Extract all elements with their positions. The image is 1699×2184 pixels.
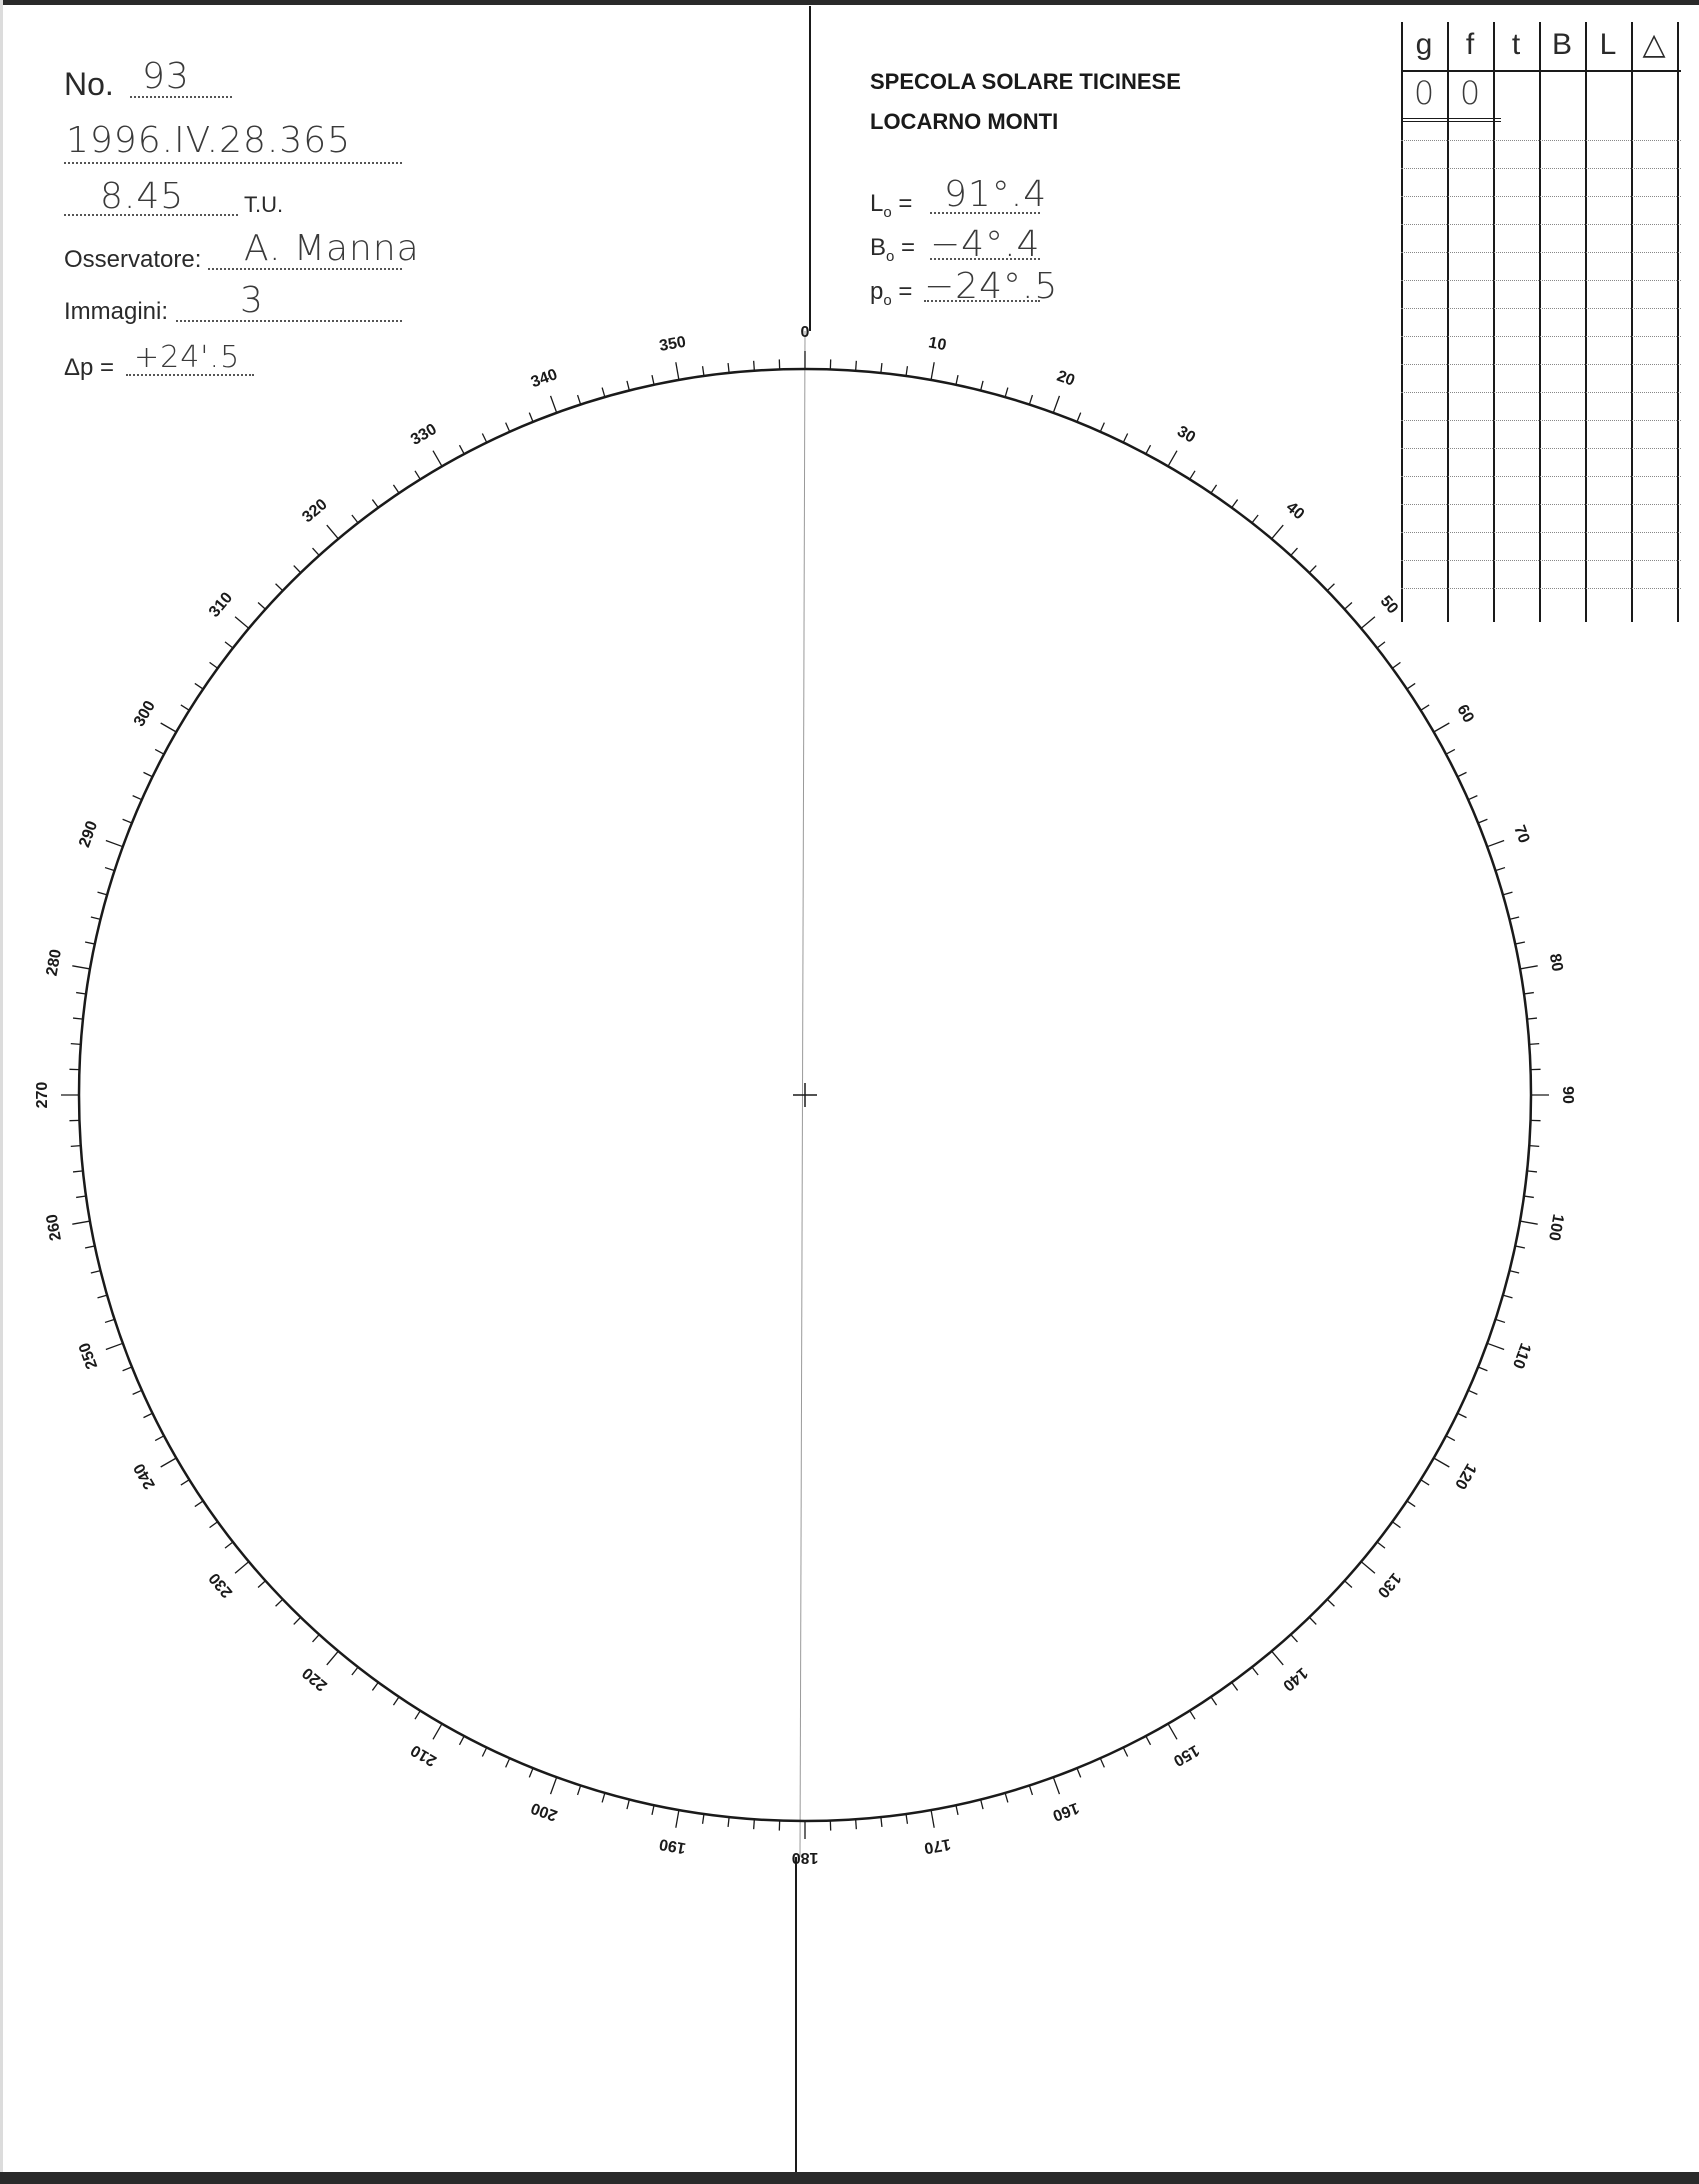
degree-label: 340 [528, 366, 560, 392]
table-header-f: f [1465, 28, 1475, 61]
degree-tick [72, 1221, 90, 1224]
degree-tick [1392, 662, 1400, 668]
degree-tick [225, 1542, 233, 1548]
degree-tick [1100, 1758, 1104, 1767]
degree-tick [459, 1736, 464, 1745]
degree-tick [133, 796, 142, 800]
degree-label: 30 [1174, 423, 1199, 447]
degree-tick [728, 363, 729, 373]
degree-tick [352, 1667, 358, 1675]
degree-tick [1190, 1711, 1195, 1719]
degree-tick [1123, 1748, 1127, 1757]
degree-tick [1168, 1724, 1177, 1740]
degree-label: 280 [43, 948, 66, 978]
degree-tick [433, 451, 442, 467]
degree-tick [276, 1599, 283, 1606]
degree-tick [1361, 617, 1375, 629]
degree-tick [313, 1635, 320, 1642]
degree-tick [1446, 749, 1455, 754]
degree-tick [155, 1436, 164, 1441]
degree-tick [235, 617, 249, 629]
degree-tick [258, 1581, 265, 1588]
degree-tick [1503, 892, 1513, 895]
degree-tick [1495, 868, 1505, 871]
degree-tick [1232, 1682, 1238, 1690]
degree-tick [1077, 1768, 1081, 1777]
degree-tick [1529, 1044, 1539, 1045]
degree-tick [906, 366, 907, 376]
degree-tick [529, 413, 533, 422]
degree-tick [1478, 819, 1487, 823]
degree-tick [1252, 515, 1258, 523]
degree-tick [1146, 1736, 1151, 1745]
degree-tick [1520, 966, 1538, 969]
degree-tick [1345, 603, 1352, 610]
degree-tick [225, 642, 233, 648]
degree-tick [143, 772, 152, 776]
degree-label: 130 [1373, 1569, 1405, 1601]
degree-tick [459, 445, 464, 454]
degree-label: 100 [1544, 1212, 1567, 1242]
b0-label: $B_o$ = [870, 234, 916, 265]
degree-tick [906, 1814, 907, 1824]
degree-tick [1309, 1617, 1316, 1624]
degree-tick [76, 1196, 86, 1197]
images-label: Immagini: [64, 298, 169, 325]
degree-tick [931, 362, 934, 380]
degree-tick [881, 363, 882, 373]
degree-tick [105, 868, 115, 871]
degree-tick [91, 1271, 101, 1273]
degree-tick [1407, 1501, 1415, 1507]
degree-tick [1377, 1542, 1385, 1548]
degree-tick [210, 1522, 218, 1528]
degree-tick [1309, 566, 1316, 573]
observer-value: A. Manna [244, 228, 420, 269]
degree-label: 210 [408, 1741, 440, 1770]
degree-tick [1392, 1522, 1400, 1528]
degree-tick [529, 1768, 533, 1777]
degree-tick [235, 1562, 249, 1574]
l0-value: 91°.4 [944, 174, 1048, 215]
degree-tick [372, 1682, 378, 1690]
degree-tick [1211, 485, 1217, 493]
degree-tick [1529, 1146, 1539, 1147]
observer-label: Osservatore: [64, 246, 202, 273]
degree-tick [703, 1814, 704, 1824]
degree-tick [123, 1367, 132, 1371]
time-value: 8.45 [100, 176, 185, 217]
degree-tick [1520, 1221, 1538, 1224]
degree-label: 140 [1279, 1663, 1311, 1695]
degree-tick [881, 1817, 882, 1827]
p0-value: −24°.5 [924, 266, 1059, 307]
degree-tick [1458, 1413, 1467, 1417]
degree-label: 290 [76, 818, 102, 850]
degree-tick [71, 1146, 81, 1147]
degree-tick [327, 1651, 339, 1665]
degree-label: 120 [1451, 1460, 1480, 1492]
degree-tick [981, 1799, 983, 1809]
degree-label: 0 [800, 324, 810, 342]
degree-label: 250 [76, 1340, 102, 1372]
degree-tick [1421, 1480, 1429, 1485]
degree-tick [956, 1805, 958, 1815]
degree-label: 180 [791, 1848, 819, 1866]
degree-tick [294, 566, 301, 573]
degree-tick [1468, 796, 1477, 800]
degree-tick [1146, 445, 1151, 454]
degree-tick [1291, 1635, 1298, 1642]
degree-tick [258, 603, 265, 610]
degree-tick [728, 1817, 729, 1827]
degree-tick [931, 1810, 934, 1828]
table-header-t: t [1511, 28, 1521, 61]
degree-tick [294, 1617, 301, 1624]
degree-label: 20 [1054, 367, 1077, 390]
degree-label: 10 [927, 334, 948, 355]
degree-label: 230 [205, 1569, 237, 1601]
time-unit-label: T.U. [244, 192, 284, 217]
degree-tick [856, 1819, 857, 1829]
degree-tick [578, 1785, 581, 1795]
degree-label: 60 [1453, 701, 1477, 726]
degree-tick [1377, 642, 1385, 648]
degree-tick [123, 819, 132, 823]
degree-tick [1527, 1171, 1537, 1172]
degree-label: 40 [1282, 498, 1308, 524]
degree-tick [98, 1295, 108, 1298]
degree-tick [1168, 451, 1177, 467]
degree-tick [1291, 548, 1298, 555]
degree-label: 350 [658, 333, 688, 356]
degree-tick [856, 361, 857, 371]
degree-tick [393, 1697, 399, 1705]
table-cell-g: 0 [1413, 74, 1435, 112]
degree-label: 220 [299, 1663, 331, 1695]
degree-label: 110 [1508, 1340, 1534, 1371]
degree-tick [1190, 471, 1195, 479]
degree-tick [161, 1458, 177, 1467]
degree-tick [195, 683, 203, 689]
degree-tick [73, 1018, 83, 1019]
degree-tick [98, 892, 108, 895]
degree-label: 260 [43, 1212, 66, 1242]
degree-tick [1509, 917, 1519, 919]
degree-tick [433, 1724, 442, 1740]
degree-tick [415, 471, 420, 479]
degree-tick [482, 1748, 486, 1757]
observatory-line-2: LOCARNO MONTI [870, 109, 1059, 134]
degree-tick [1029, 1785, 1032, 1795]
degree-tick [352, 515, 358, 523]
degree-tick [602, 1793, 605, 1803]
degree-tick [85, 1246, 95, 1248]
degree-label: 190 [658, 1834, 688, 1857]
degree-tick [652, 375, 654, 385]
degree-tick [181, 705, 189, 710]
degree-tick [106, 841, 123, 847]
degree-tick [703, 366, 704, 376]
degree-tick [1503, 1295, 1513, 1298]
degree-tick [210, 662, 218, 668]
degree-tick [754, 1819, 755, 1829]
degree-label: 300 [130, 698, 159, 730]
degree-tick [1487, 1343, 1504, 1349]
degree-tick [73, 1171, 83, 1172]
degree-tick [143, 1413, 152, 1417]
degree-label: 90 [1558, 1086, 1576, 1104]
degree-tick [1478, 1367, 1487, 1371]
degree-tick [1487, 841, 1504, 847]
table-cell-f: 0 [1459, 74, 1481, 112]
degree-tick [1327, 1599, 1334, 1606]
degree-tick [1005, 1793, 1008, 1803]
degree-label: 310 [205, 589, 237, 621]
degree-tick [1446, 1436, 1455, 1441]
date-value: 1996.IV.28.365 [66, 120, 352, 161]
degree-tick [1327, 584, 1334, 591]
observatory-line-1: SPECOLA SOLARE TICINESE [870, 69, 1181, 94]
number-value: 93 [142, 56, 190, 97]
degree-tick [1524, 993, 1534, 994]
degree-tick [71, 1044, 81, 1045]
degree-tick [1407, 683, 1415, 689]
degree-tick [1100, 423, 1104, 432]
degree-tick [506, 423, 510, 432]
degree-tick [627, 381, 629, 391]
degree-tick [76, 993, 86, 994]
l0-label: $L_o$ = [870, 190, 913, 221]
degree-tick [1053, 396, 1059, 413]
degree-tick [415, 1711, 420, 1719]
degree-tick [981, 381, 983, 391]
table-header-g: g [1415, 28, 1433, 61]
degree-tick [327, 525, 339, 539]
degree-tick [313, 548, 320, 555]
degree-tick [1458, 772, 1467, 776]
number-label: No. [64, 66, 114, 102]
degree-tick [195, 1501, 203, 1507]
b0-value: −4°.4 [930, 224, 1041, 265]
degree-label: 170 [922, 1834, 952, 1857]
degree-tick [578, 395, 581, 405]
degree-label: 160 [1050, 1798, 1082, 1824]
degree-tick [1272, 1651, 1284, 1665]
degree-tick [1029, 395, 1032, 405]
degree-tick [85, 942, 95, 944]
degree-tick [1345, 1581, 1352, 1588]
degree-tick [1421, 705, 1429, 710]
degree-tick [155, 749, 164, 754]
degree-label: 330 [408, 420, 440, 449]
degree-tick [1005, 388, 1008, 398]
table-header-b: B [1551, 28, 1572, 61]
delta-p-label: Δp = [64, 354, 115, 381]
degree-tick [1495, 1319, 1505, 1322]
images-value: 3 [240, 280, 264, 321]
degree-tick [1434, 1458, 1450, 1467]
degree-tick [676, 1810, 679, 1828]
degree-tick [551, 396, 557, 413]
degree-label: 240 [130, 1460, 159, 1492]
degree-tick [1077, 413, 1081, 422]
degree-tick [1232, 500, 1238, 508]
delta-p-value: +24'.5 [134, 340, 241, 375]
degree-tick [161, 723, 177, 732]
degree-tick [1527, 1018, 1537, 1019]
degree-tick [1053, 1777, 1059, 1794]
degree-label: 80 [1545, 952, 1566, 973]
degree-tick [133, 1390, 142, 1394]
degree-tick [1509, 1271, 1519, 1273]
table-header-l: L [1599, 28, 1617, 61]
degree-label: 50 [1376, 592, 1402, 618]
degree-tick [1515, 1246, 1525, 1248]
degree-tick [393, 485, 399, 493]
degree-tick [506, 1758, 510, 1767]
degree-tick [106, 1343, 123, 1349]
degree-tick [276, 584, 283, 591]
degree-tick [754, 361, 755, 371]
degree-label: 150 [1170, 1741, 1202, 1770]
degree-tick [1524, 1196, 1534, 1197]
center-crosshair [793, 1083, 817, 1107]
degree-tick [72, 966, 90, 969]
degree-tick [105, 1319, 115, 1322]
degree-tick [627, 1799, 629, 1809]
degree-tick [1211, 1697, 1217, 1705]
degree-tick [652, 1805, 654, 1815]
degree-tick [1272, 525, 1284, 539]
degree-tick [1515, 942, 1525, 944]
degree-tick [482, 433, 486, 442]
degree-label: 70 [1510, 823, 1533, 846]
degree-tick [1361, 1562, 1375, 1574]
degree-tick [372, 500, 378, 508]
degree-label: 270 [34, 1081, 52, 1109]
degree-tick [956, 375, 958, 385]
degree-tick [1434, 723, 1450, 732]
degree-tick [1252, 1667, 1258, 1675]
degree-tick [602, 388, 605, 398]
degree-tick [91, 917, 101, 919]
degree-tick [181, 1480, 189, 1485]
degree-tick [1468, 1390, 1477, 1394]
degree-tick [676, 362, 679, 380]
table-header-delta: △ [1642, 28, 1666, 61]
degree-tick [1123, 433, 1127, 442]
p0-label: $p_o$ = [870, 278, 913, 309]
degree-label: 320 [299, 495, 331, 527]
degree-tick [551, 1777, 557, 1794]
degree-label: 200 [528, 1798, 560, 1824]
